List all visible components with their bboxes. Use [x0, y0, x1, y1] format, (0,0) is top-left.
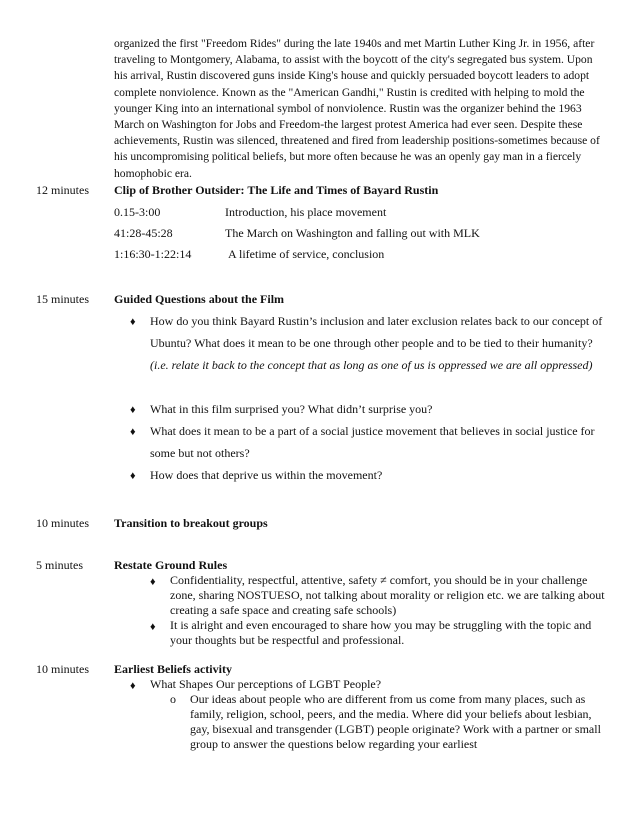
- clip-description: A lifetime of service, conclusion: [228, 247, 385, 261]
- clip-title: Clip of Brother Outsider: The Life and Times of Bayard Rustin: [114, 183, 439, 197]
- diamond-bullet-icon: ♦: [150, 576, 156, 588]
- ground-rules-title: Restate Ground Rules: [114, 558, 228, 572]
- ground-rule-2: It is alright and even encouraged to share how you may be struggling with the topic and your thoughts but be respectful and professional.: [170, 618, 592, 647]
- diamond-bullet-icon: ♦: [130, 404, 136, 416]
- ground-rule-1: Confidentiality, respectful, attentive, safety ≠ comfort, you should be in your challenge zone, sharing NOSTUESO, not talking about morality or religion etc. we are talking about creating a safe space and creating safe schools): [170, 573, 605, 617]
- clip-time: 12 minutes: [36, 183, 89, 197]
- clip-timestamp: 41:28-45:28: [114, 226, 173, 240]
- diamond-bullet-icon: ♦: [130, 470, 136, 482]
- clip-description: The March on Washington and falling out with MLK: [225, 226, 480, 240]
- guided-question-3: What does it mean to be a part of a social justice movement that believes in social justice for some but not others?: [150, 424, 595, 460]
- guided-question-1: [150, 310, 610, 376]
- earliest-sub-item-1: Our ideas about people who are different from us come from many places, such as family, religion, school, peers, and the media. Where did your beliefs about lesbian, gay, bisexual and transgender (LGBT) people originate? Work with a partner or small group to answer the questions below regarding your earliest: [190, 692, 601, 751]
- guided-question-2: What in this film surprised you? What didn’t surprise you?: [150, 402, 433, 416]
- guided-question-1-text: How do you think Bayard Rustin’s inclusion and later exclusion relates back to our concept of Ubuntu? What does it mean to be one through other people and to be tied to their humanity?: [150, 314, 603, 350]
- intro-paragraph: organized the first "Freedom Rides" during the late 1940s and met Martin Luther King Jr. in 1956, after traveling to Montgomery, Alabama, to assist with the boycott of the city's segregated bus system. Upon his arrival, Rustin discovered guns inside King's house and quickly persuaded boycott leaders to adopt complete nonviolence. Known as the "American Gandhi," Rustin is credited with helping to mold the younger King into an international symbol of nonviolence. Rustin was the organizer behind the 1963 March on Washington for Jobs and Freedom-the largest protest America had ever seen. Despite these achievements, Rustin was silenced, threatened and fired from leadership positions-sometimes because of his uncompromising political beliefs, but more often because he was an openly gay man in a fiercely homophobic era.: [114, 37, 600, 180]
- circle-bullet-icon: o: [170, 692, 176, 706]
- diamond-bullet-icon: ♦: [130, 426, 136, 438]
- clip-description: Introduction, his place movement: [225, 205, 387, 219]
- guided-title: Guided Questions about the Film: [114, 292, 285, 306]
- earliest-time: 10 minutes: [36, 662, 89, 676]
- clip-timestamp: 0.15-3:00: [114, 205, 161, 219]
- guided-question-4: How does that deprive us within the movement?: [150, 468, 383, 482]
- guided-question-1-note: (i.e. relate it back to the concept that as long as one of us is oppressed we are all oppressed): [150, 358, 593, 372]
- diamond-bullet-icon: ♦: [130, 680, 136, 692]
- earliest-bullet-1: What Shapes Our perceptions of LGBT People?: [150, 677, 382, 691]
- guided-time: 15 minutes: [36, 292, 89, 306]
- clip-timestamp: 1:16:30-1:22:14: [114, 247, 192, 261]
- earliest-title: Earliest Beliefs activity: [114, 662, 232, 676]
- diamond-bullet-icon: ♦: [130, 316, 136, 328]
- ground-rules-time: 5 minutes: [36, 558, 83, 572]
- diamond-bullet-icon: ♦: [150, 621, 156, 633]
- transition-title: Transition to breakout groups: [114, 516, 268, 530]
- transition-time: 10 minutes: [36, 516, 89, 530]
